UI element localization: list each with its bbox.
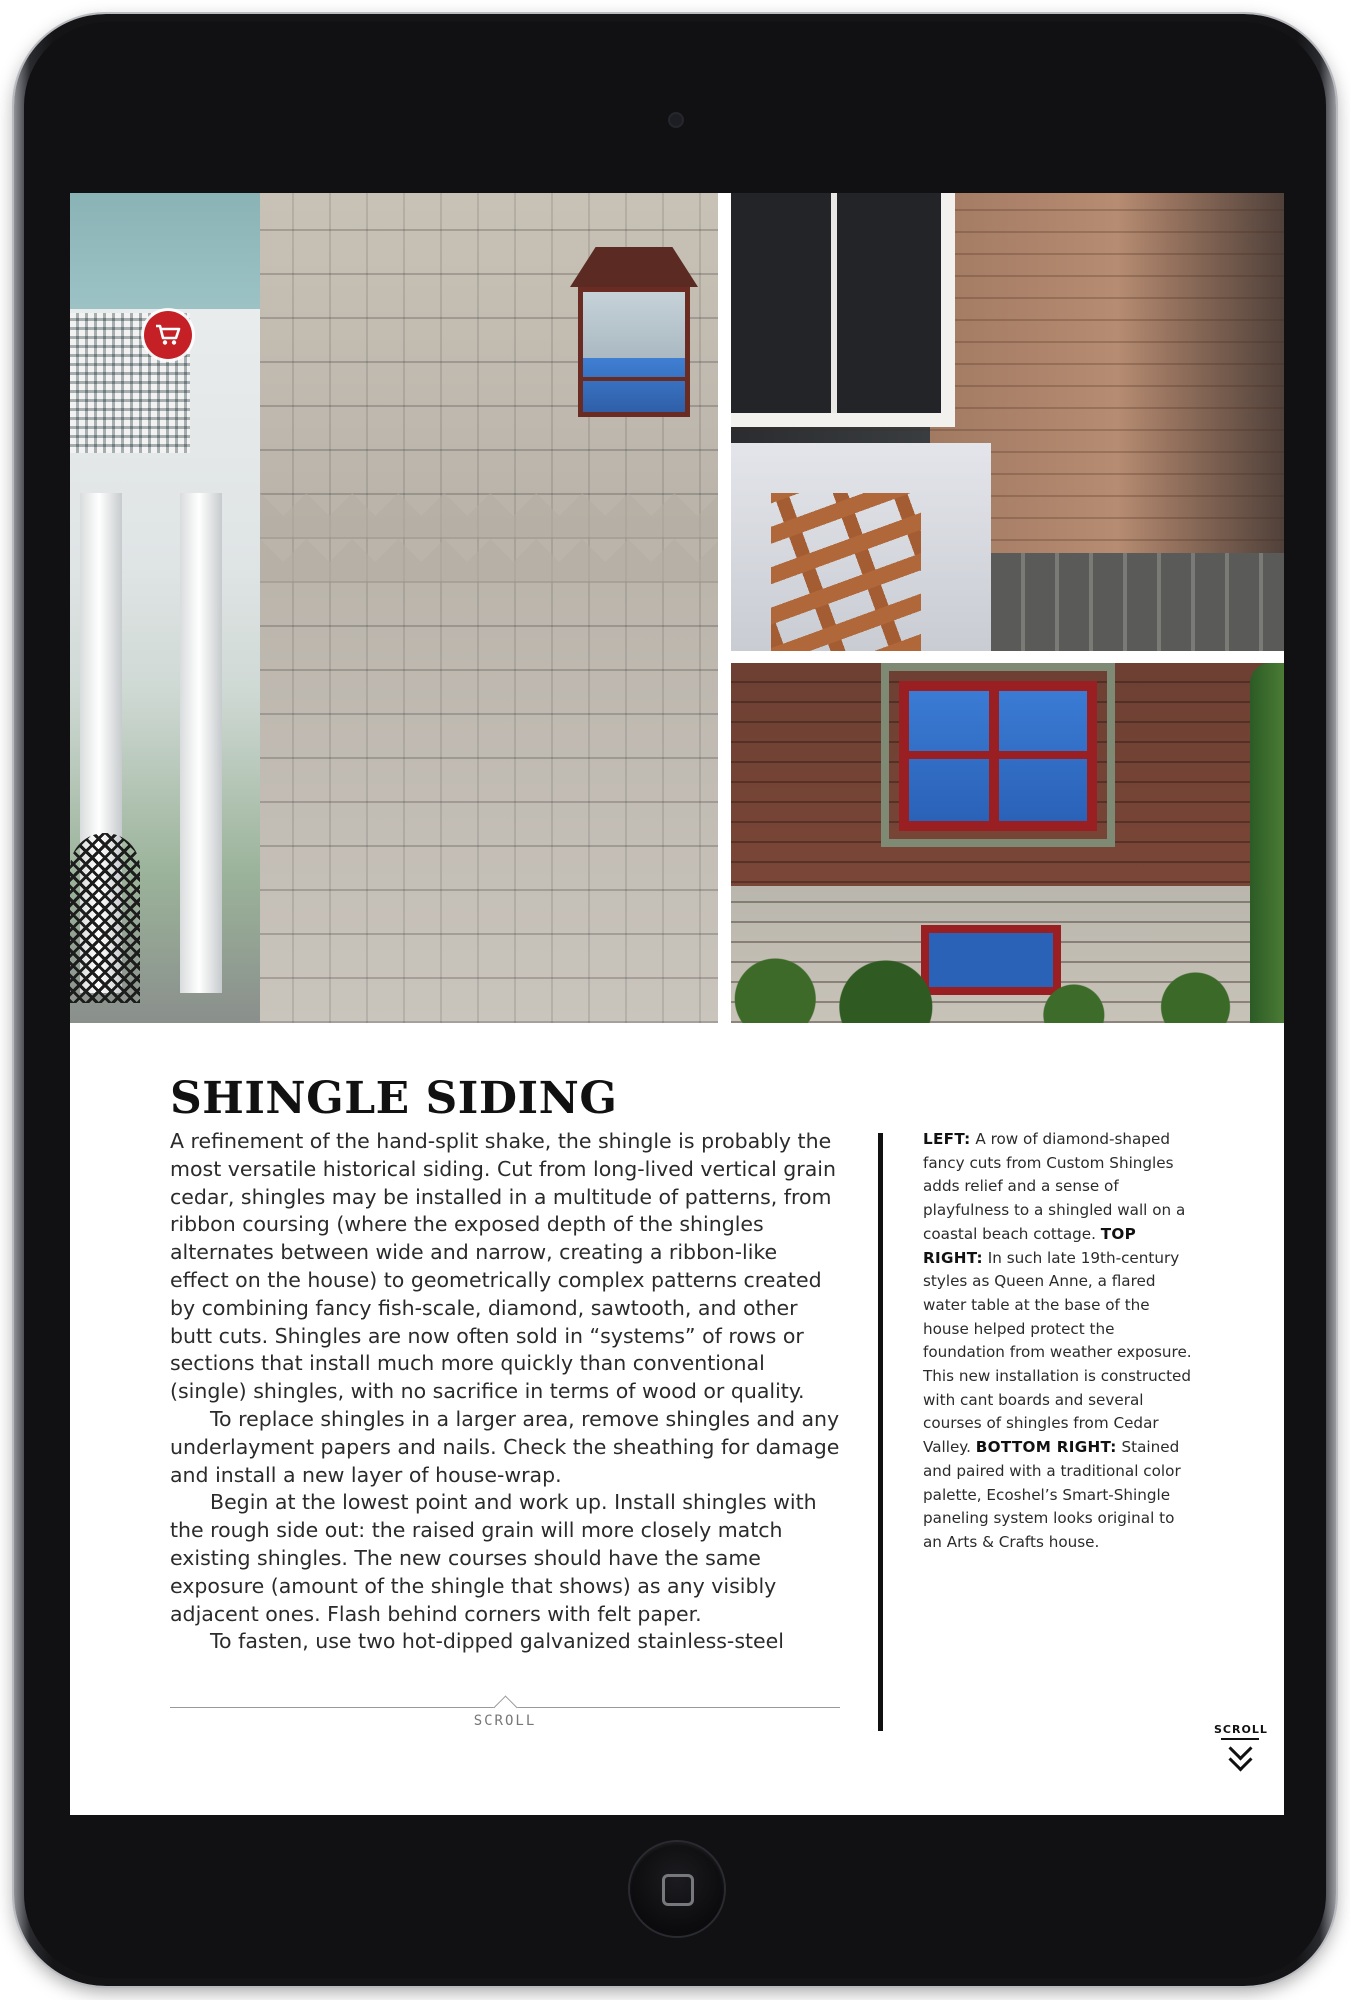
column-divider xyxy=(878,1133,883,1731)
page-scroll-button[interactable] xyxy=(1214,1723,1266,1772)
porch-column xyxy=(180,493,222,993)
shrubs xyxy=(731,943,1284,1023)
caption-text-left: A row of diamond-shaped fancy cuts from Custom Shingles adds relief and a sense of playfulness to a shingled wall on a coastal beach cottage. xyxy=(923,1130,1186,1243)
wicker-chair xyxy=(70,833,140,1003)
diamond-shingle-row xyxy=(260,493,718,583)
wood-pallet xyxy=(771,493,921,651)
caption-text-top-right: In such late 19th-century styles as Queen Anne, a flared water table at the base of the house helped protect the foundation from weather exposure. This new installation is constructed with cant boards and several courses of shingles from Cedar Valley. xyxy=(923,1248,1192,1457)
photo-top-right-water-table xyxy=(731,193,1284,651)
stone-foundation xyxy=(991,553,1284,651)
body-paragraph: To replace shingles in a larger area, remove shingles and any underlayment papers and nails. Check the sheathing for damage and install a new layer of house-wrap. xyxy=(170,1406,840,1487)
body-paragraph: A refinement of the hand-split shake, the shingle is probably the most versatile historical siding. Cut from long-lived vertical grain cedar, shingles may be installed in a multitude of patterns, from ribbon coursing (where the exposed depth of the shingles alternates between wide and narrow, creating a ribbon-like effect on the house) to geometrically complex patterns created by combining fancy fish-scale, diamond, sawtooth, and other butt cuts. Shingles are now often sold in “systems” of rows or sections that install much more quickly than conventional (single) shingles, with no sacrifice in terms of wood or quality. xyxy=(170,1129,836,1404)
magazine-page xyxy=(70,193,1284,1815)
text-scroll-indicator[interactable]: SCROLL xyxy=(473,1713,537,1729)
caption-text-bottom-right: Stained and paired with a traditional color palette, Ecoshel’s Smart-Shingle paneling system looks original to an Arts & Crafts house. xyxy=(923,1438,1181,1551)
wall-lantern xyxy=(570,247,698,423)
caption-label-left: LEFT: xyxy=(923,1130,971,1148)
caption-label-bottom-right: BOTTOM RIGHT: xyxy=(975,1438,1117,1457)
window xyxy=(731,193,955,427)
article-headline: SHINGLE SIDING xyxy=(170,1073,618,1124)
body-paragraph: Begin at the lowest point and work up. Install shingles with the rough side out: the raised grain will more closely match existing shingles. The new courses should have the same exposure (amount of the shingle that shows) as any visibly adjacent ones. Flash behind corners with felt paper. xyxy=(170,1490,817,1626)
front-camera xyxy=(670,114,682,126)
page-scroll-label: SCROLL xyxy=(1214,1723,1268,1736)
shopping-cart-icon xyxy=(155,324,181,346)
home-button[interactable] xyxy=(630,1842,724,1936)
photo-bottom-right-arts-crafts xyxy=(731,663,1284,1023)
red-window xyxy=(899,681,1097,831)
shopping-cart-button[interactable] xyxy=(144,311,192,359)
article-body[interactable] xyxy=(170,1128,842,1656)
evergreen-tree xyxy=(1250,663,1284,1023)
double-chevron-down-icon xyxy=(1220,1742,1260,1772)
photo-captions xyxy=(923,1128,1193,1555)
caption-label-top-right: TOP RIGHT: xyxy=(923,1224,1137,1267)
body-paragraph: To fasten, use two hot-dipped galvanized stainless-steel xyxy=(210,1629,784,1654)
home-square-icon xyxy=(662,1874,694,1906)
